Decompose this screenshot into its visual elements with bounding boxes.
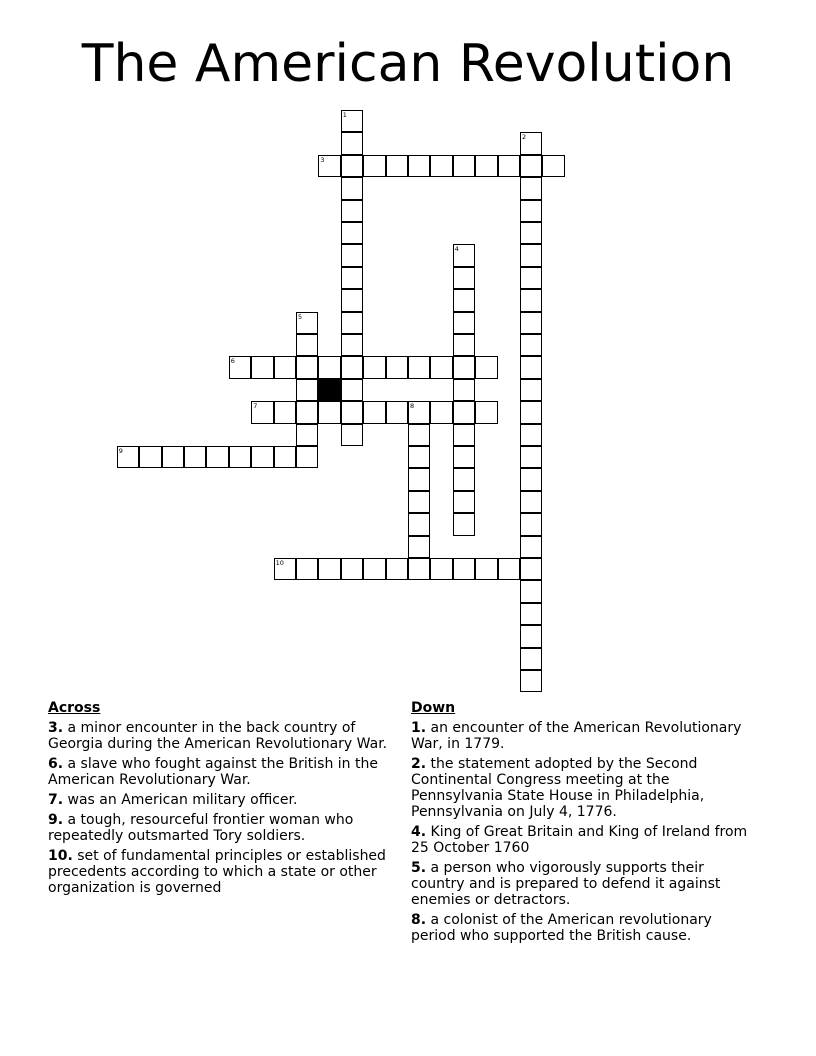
across-clues	[48, 700, 388, 900]
crossword-cell[interactable]	[430, 356, 452, 378]
clue-number-label: 4	[454, 245, 459, 254]
crossword-cell[interactable]	[274, 558, 296, 580]
clue-text: was an American military officer.	[67, 792, 298, 808]
crossword-cell[interactable]	[318, 558, 340, 580]
clue-text: King of Great Britain and King of Ireland from 25 October 1760	[411, 824, 748, 856]
clue-text: a person who vigorously supports their country and is prepared to defend it against enemies or detractors.	[411, 860, 721, 908]
crossword-cell[interactable]	[274, 446, 296, 468]
crossword-cell[interactable]	[408, 491, 430, 513]
clue-text: a minor encounter in the back country of Georgia during the American Revolutionary War.	[48, 720, 388, 752]
crossword-cell[interactable]	[162, 446, 184, 468]
crossword-cell[interactable]	[117, 446, 139, 468]
crossword-cell[interactable]	[251, 401, 273, 423]
crossword-cell[interactable]	[520, 334, 542, 356]
crossword-cell[interactable]	[341, 132, 363, 154]
crossword-cell[interactable]	[520, 446, 542, 468]
crossword-cell[interactable]	[520, 580, 542, 602]
clue-number-label: 10	[275, 559, 284, 567]
crossword-cell[interactable]	[408, 468, 430, 490]
crossword-cell[interactable]	[206, 446, 228, 468]
crossword-cell[interactable]	[475, 356, 497, 378]
crossword-cell[interactable]	[318, 356, 340, 378]
clue-text: a tough, resourceful frontier woman who repeatedly outsmarted Tory soldiers.	[48, 812, 354, 844]
crossword-cell[interactable]	[475, 558, 497, 580]
crossword-cell[interactable]	[341, 379, 363, 401]
crossword-cell[interactable]	[453, 334, 475, 356]
crossword-cell[interactable]	[520, 401, 542, 423]
clue-number: 5.	[411, 860, 427, 876]
crossword-cell[interactable]	[229, 446, 251, 468]
crossword-cell[interactable]	[408, 424, 430, 446]
crossword-cell[interactable]	[341, 267, 363, 289]
clue-number: 9.	[48, 812, 64, 828]
crossword-cell[interactable]	[386, 356, 408, 378]
crossword-cell[interactable]	[296, 424, 318, 446]
crossword-cell[interactable]	[341, 200, 363, 222]
down-clues	[411, 700, 751, 948]
crossword-cell[interactable]	[498, 558, 520, 580]
crossword-cell[interactable]	[229, 356, 251, 378]
crossword-cell[interactable]	[520, 603, 542, 625]
crossword-cell[interactable]	[475, 155, 497, 177]
clue-number: 10.	[48, 848, 73, 864]
crossword-cell[interactable]	[520, 424, 542, 446]
crossword-cell[interactable]	[341, 289, 363, 311]
clue-number: 1.	[411, 720, 427, 736]
crossword-cell[interactable]	[430, 155, 452, 177]
crossword-cell[interactable]	[363, 155, 385, 177]
crossword-cell[interactable]	[520, 200, 542, 222]
crossword-cell[interactable]	[520, 513, 542, 535]
crossword-cell[interactable]	[296, 558, 318, 580]
crossword-cell[interactable]	[453, 312, 475, 334]
crossword-cell[interactable]	[274, 356, 296, 378]
page-title: The American Revolution	[81, 34, 735, 94]
clue-number: 7.	[48, 792, 64, 808]
crossword-cell[interactable]	[341, 401, 363, 423]
crossword-cell[interactable]	[520, 177, 542, 199]
clue-number: 8.	[411, 912, 427, 928]
crossword-cell[interactable]	[139, 446, 161, 468]
crossword-cell[interactable]	[453, 379, 475, 401]
clue-number-label: 5	[298, 312, 303, 321]
crossword-cell[interactable]	[453, 356, 475, 378]
crossword-cell[interactable]	[453, 155, 475, 177]
crossword-cell[interactable]	[453, 558, 475, 580]
crossword-cell[interactable]	[296, 356, 318, 378]
clue-text: the statement adopted by the Second Continental Congress meeting at the Pennsylvania State House in Philadelphia, Pennsylvania on July 4, 1776.	[411, 756, 705, 820]
crossword-cell[interactable]	[498, 155, 520, 177]
across-clue-6	[48, 756, 388, 788]
across-heading: Across	[48, 700, 101, 716]
crossword-cell[interactable]	[341, 356, 363, 378]
clue-number: 4.	[411, 824, 427, 840]
crossword-cell[interactable]	[296, 334, 318, 356]
crossword-cell[interactable]	[453, 446, 475, 468]
crossword-cell[interactable]	[318, 155, 340, 177]
crossword-cell[interactable]	[520, 132, 542, 154]
crossword-cell[interactable]	[475, 401, 497, 423]
crossword-cell[interactable]	[341, 110, 363, 132]
crossword-cell[interactable]	[386, 558, 408, 580]
clue-number-label: 7	[253, 402, 258, 411]
crossword-cell[interactable]	[363, 401, 385, 423]
crossword-cell[interactable]	[251, 446, 273, 468]
clue-number: 3.	[48, 720, 64, 736]
crossword-cell[interactable]	[520, 491, 542, 513]
across-clue-9	[48, 812, 388, 844]
crossword-cell[interactable]	[296, 379, 318, 401]
crossword-cell[interactable]	[453, 468, 475, 490]
crossword-cell[interactable]	[184, 446, 206, 468]
down-clue-5	[411, 860, 751, 908]
crossword-cell[interactable]	[408, 558, 430, 580]
crossword-cell[interactable]	[341, 558, 363, 580]
crossword-cell[interactable]	[520, 356, 542, 378]
crossword-cell[interactable]	[520, 648, 542, 670]
clue-text: set of fundamental principles or established precedents according to which a state or other organization is governed	[48, 848, 386, 896]
crossword-cell[interactable]	[408, 155, 430, 177]
crossword-cell[interactable]	[520, 468, 542, 490]
clue-number-label: 3	[320, 155, 325, 164]
clue-text: a colonist of the American revolutionary period who supported the British cause.	[411, 912, 712, 944]
crossword-cell[interactable]	[408, 536, 430, 558]
crossword-cell[interactable]	[453, 424, 475, 446]
crossword-cell[interactable]	[408, 356, 430, 378]
across-clue-7	[48, 792, 388, 808]
crossword-cell[interactable]	[520, 289, 542, 311]
clue-number-label: 6	[230, 357, 235, 366]
crossword-cell[interactable]	[520, 267, 542, 289]
down-clue-8	[411, 912, 751, 944]
crossword-cell[interactable]	[341, 222, 363, 244]
down-heading: Down	[411, 700, 456, 716]
across-clue-10	[48, 848, 388, 896]
crossword-cell[interactable]	[363, 558, 385, 580]
down-clue-1	[411, 720, 751, 752]
crossword-cell[interactable]	[341, 177, 363, 199]
crossword-cell[interactable]	[520, 222, 542, 244]
crossword-cell[interactable]	[453, 491, 475, 513]
crossword-cell[interactable]	[363, 356, 385, 378]
crossword-cell[interactable]	[520, 558, 542, 580]
crossword-cell[interactable]	[386, 155, 408, 177]
black-square	[318, 379, 340, 401]
clue-number: 6.	[48, 756, 64, 772]
crossword-cell[interactable]	[520, 536, 542, 558]
crossword-cell[interactable]	[520, 625, 542, 647]
across-clue-3	[48, 720, 388, 752]
clue-number-label: 2	[522, 133, 527, 142]
crossword-cell[interactable]	[430, 558, 452, 580]
clue-number: 2.	[411, 756, 427, 772]
crossword-cell[interactable]	[453, 244, 475, 266]
clue-text: an encounter of the American Revolutionary War, in 1779.	[411, 720, 742, 752]
crossword-cell[interactable]	[408, 513, 430, 535]
crossword-cell[interactable]	[274, 401, 296, 423]
clue-number-label: 1	[342, 111, 347, 119]
crossword-cell[interactable]	[520, 312, 542, 334]
crossword-cell[interactable]	[251, 356, 273, 378]
crossword-cell[interactable]	[341, 244, 363, 266]
crossword-cell[interactable]	[318, 401, 340, 423]
crossword-cell[interactable]	[520, 379, 542, 401]
crossword-cell[interactable]	[408, 401, 430, 423]
crossword-cell[interactable]	[296, 446, 318, 468]
crossword-cell[interactable]	[341, 312, 363, 334]
crossword-cell[interactable]	[453, 513, 475, 535]
crossword-cell[interactable]	[341, 424, 363, 446]
crossword-cell[interactable]	[296, 312, 318, 334]
crossword-cell[interactable]	[386, 401, 408, 423]
crossword-cell[interactable]	[453, 289, 475, 311]
crossword-cell[interactable]	[341, 155, 363, 177]
crossword-cell[interactable]	[453, 267, 475, 289]
crossword-cell[interactable]	[520, 155, 542, 177]
clue-number-label: 9	[118, 447, 123, 455]
crossword-cell[interactable]	[341, 334, 363, 356]
crossword-cell[interactable]	[408, 446, 430, 468]
crossword-cell[interactable]	[520, 244, 542, 266]
crossword-cell[interactable]	[542, 155, 564, 177]
clue-number-label: 8	[410, 402, 415, 411]
crossword-cell[interactable]	[520, 670, 542, 692]
crossword-cell[interactable]	[453, 401, 475, 423]
down-clue-4	[411, 824, 751, 856]
clue-text: a slave who fought against the British in the American Revolutionary War.	[48, 756, 378, 788]
down-clue-2	[411, 756, 751, 820]
crossword-cell[interactable]	[296, 401, 318, 423]
crossword-cell[interactable]	[430, 401, 452, 423]
